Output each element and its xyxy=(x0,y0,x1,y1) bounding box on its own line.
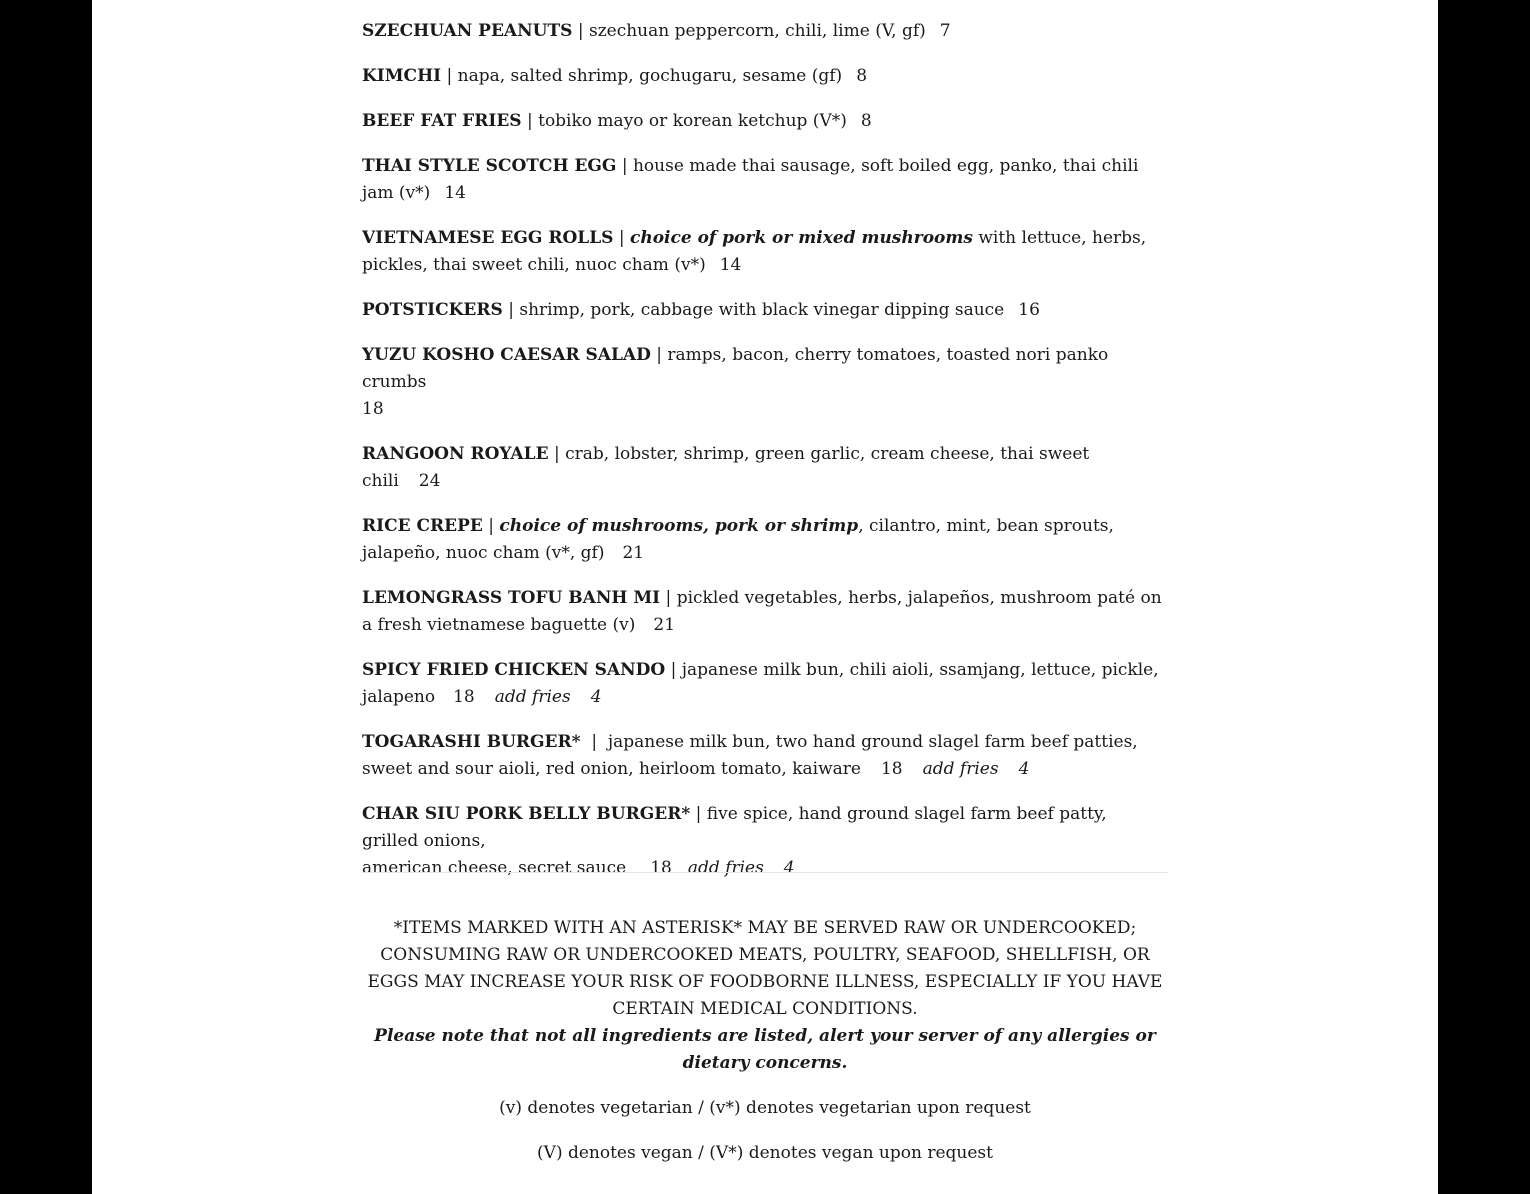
menu-list xyxy=(362,18,1168,900)
addon-label: add fries xyxy=(922,759,999,779)
item-choice: choice of pork or mixed mushrooms xyxy=(630,228,973,248)
item-description: ramps, bacon, cherry tomatoes, toasted nori panko crumbs xyxy=(362,345,1109,392)
menu-item xyxy=(362,108,1168,135)
menu-item xyxy=(362,153,1168,207)
item-name: RANGOON ROYALE xyxy=(362,444,549,464)
item-name: KIMCHI xyxy=(362,66,442,86)
menu-item xyxy=(362,342,1168,423)
item-price: 16 xyxy=(1018,300,1040,320)
item-separator: | xyxy=(441,66,458,86)
menu-item xyxy=(362,225,1168,279)
item-name: TOGARASHI BURGER* xyxy=(362,732,581,752)
item-separator: | xyxy=(482,516,500,536)
item-separator: | xyxy=(613,228,630,248)
raw-food-notice: *ITEMS MARKED WITH AN ASTERISK* MAY BE SERVED RAW OR UNDERCOOKED; CONSUMING RAW OR UNDERCOOKED MEATS, POULTRY, SEAFOOD, SHELLFISH, OR EGGS MAY INCREASE YOUR RISK OF FOODBORNE ILLNESS, ESPECIALLY IF YOU HAVE CERTAIN MEDICAL CONDITIONS. xyxy=(367,918,1163,1019)
item-separator: | xyxy=(690,804,707,824)
item-name: LEMONGRASS TOFU BANH MI xyxy=(362,588,661,608)
item-price: 8 xyxy=(856,66,868,86)
addon-price: 4 xyxy=(590,687,602,707)
item-price: 21 xyxy=(622,543,645,563)
addon-price: 4 xyxy=(1018,759,1030,779)
item-price: 18 xyxy=(650,858,672,878)
item-separator: | xyxy=(650,345,668,365)
item-price: 18 xyxy=(453,687,475,707)
addon-label: add fries xyxy=(687,858,764,878)
item-name: VIETNAMESE EGG ROLLS xyxy=(362,228,614,248)
item-description: tobiko mayo or korean ketchup (V*) xyxy=(538,111,847,131)
menu-item xyxy=(362,63,1168,90)
item-price: 18 xyxy=(362,399,384,419)
menu-item xyxy=(362,441,1168,495)
item-name: CHAR SIU PORK BELLY BURGER* xyxy=(362,804,691,824)
item-price: 14 xyxy=(719,255,742,275)
item-separator: | xyxy=(548,444,566,464)
menu-item xyxy=(362,585,1168,639)
item-price: 21 xyxy=(653,615,676,635)
allergy-notice: Please note that not all ingredients are listed, alert your server of any allergies or dietary concerns. xyxy=(374,1026,1156,1073)
item-description: japanese milk bun, two hand ground slagel farm beef patties, sweet and sour aioli, red onion, heirloom tomato, kaiware xyxy=(362,732,1138,779)
item-description: house made thai sausage, soft boiled egg, panko, thai chili jam (v*) xyxy=(362,156,1139,203)
item-description: japanese milk bun, chili aioli, ssamjang, lettuce, pickle, jalapeno xyxy=(362,660,1159,707)
item-separator: | xyxy=(572,21,589,41)
item-price: 14 xyxy=(444,183,466,203)
item-name: SZECHUAN PEANUTS xyxy=(362,21,573,41)
item-separator: | xyxy=(660,588,677,608)
menu-footer xyxy=(362,915,1168,1185)
item-name: BEEF FAT FRIES xyxy=(362,111,522,131)
item-description-cont: american cheese, secret sauce xyxy=(362,858,627,878)
item-separator: | xyxy=(521,111,539,131)
menu-item xyxy=(362,729,1168,783)
item-description: napa, salted shrimp, gochugaru, sesame (gf) xyxy=(457,66,843,86)
menu-item xyxy=(362,513,1168,567)
vegan-legend: (V) denotes vegan / (V*) denotes vegan upon request xyxy=(537,1143,993,1163)
item-name: YUZU KOSHO CAESAR SALAD xyxy=(362,345,651,365)
menu-page xyxy=(92,0,1438,1194)
item-description: pickled vegetables, herbs, jalapeños, mushroom paté on a fresh vietnamese baguette (v) xyxy=(362,588,1162,635)
item-price: 7 xyxy=(939,21,951,41)
item-name: SPICY FRIED CHICKEN SANDO xyxy=(362,660,666,680)
item-price: 18 xyxy=(880,759,903,779)
menu-item xyxy=(362,18,1168,45)
item-description: five spice, hand ground slagel farm beef patty, grilled onions, xyxy=(362,804,1107,851)
item-name: POTSTICKERS xyxy=(362,300,503,320)
section-divider xyxy=(362,872,1168,873)
item-description: crab, lobster, shrimp, green garlic, cream cheese, thai sweet chili xyxy=(362,444,1090,491)
item-separator: | xyxy=(580,732,608,752)
item-description: shrimp, pork, cabbage with black vinegar dipping sauce xyxy=(519,300,1005,320)
menu-item xyxy=(362,657,1168,711)
menu-item xyxy=(362,801,1168,882)
item-name: RICE CREPE xyxy=(362,516,483,536)
item-description: with lettuce, herbs, pickles, thai sweet chili, nuoc cham (v*) xyxy=(362,228,1147,275)
item-separator: | xyxy=(502,300,520,320)
item-name: THAI STYLE SCOTCH EGG xyxy=(362,156,617,176)
addon-price: 4 xyxy=(783,858,795,878)
item-price: 24 xyxy=(418,471,441,491)
item-description: szechuan peppercorn, chili, lime (V, gf) xyxy=(588,21,926,41)
menu-item xyxy=(362,297,1168,324)
item-price: 8 xyxy=(860,111,872,131)
vegetarian-legend: (v) denotes vegetarian / (v*) denotes vegetarian upon request xyxy=(499,1098,1031,1118)
item-choice: choice of mushrooms, pork or shrimp xyxy=(499,516,859,536)
item-separator: | xyxy=(616,156,633,176)
item-description: , cilantro, mint, bean sprouts, jalapeño, nuoc cham (v*, gf) xyxy=(362,516,1114,563)
item-separator: | xyxy=(665,660,682,680)
addon-label: add fries xyxy=(494,687,571,707)
